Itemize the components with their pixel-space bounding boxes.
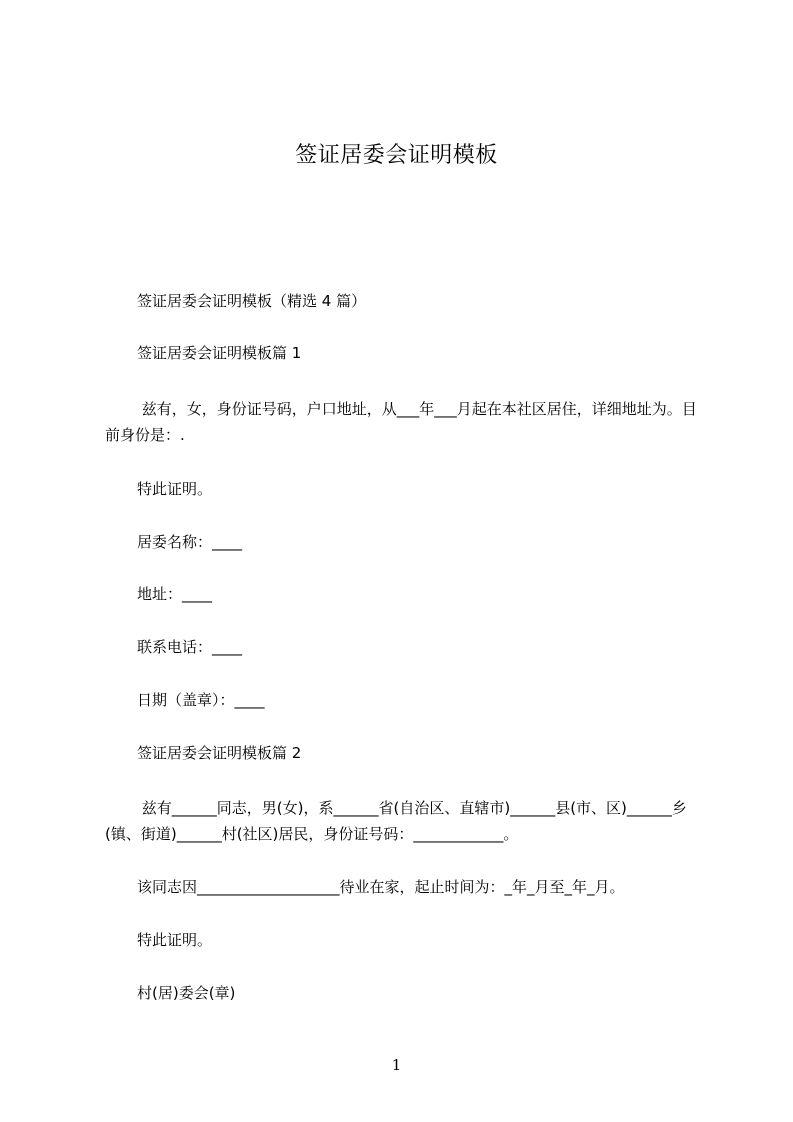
paragraph-section-1-body: 兹有，女，身份证号码，户口地址，从___年___月起在本社区居住，详细地址为。目前身份是：. [105,400,697,444]
paragraph-village-seal: 村(居)委会(章) [137,984,236,1002]
paragraph-certify-2: 特此证明。 [137,931,213,949]
paragraph-unemployment: 该同志因___________________待业在家，起止时间为：_年_月至_年_月。 [137,878,625,896]
paragraph-section-1-heading: 签证居委会证明模板篇 1 [137,344,302,362]
paragraph-date-seal: 日期（盖章）：____ [137,691,265,709]
paragraph-committee-name: 居委名称：____ [137,533,243,551]
page-number: 1 [391,1056,402,1074]
paragraph-section-2-body: 兹有______同志，男(女)，系______省(自治区、直辖市)______县(市、区)______乡(镇、街道)______村(社区)居民，身份证号码：____________。 [105,799,687,843]
paragraph-section-2-heading: 签证居委会证明模板篇 2 [137,744,302,762]
paragraph-intro: 签证居委会证明模板（精选 4 篇） [137,292,367,310]
document-title: 签证居委会证明模板 [295,143,498,168]
paragraph-phone: 联系电话：____ [137,638,243,656]
paragraph-address: 地址：____ [137,585,213,603]
paragraph-certify-1: 特此证明。 [137,480,213,498]
